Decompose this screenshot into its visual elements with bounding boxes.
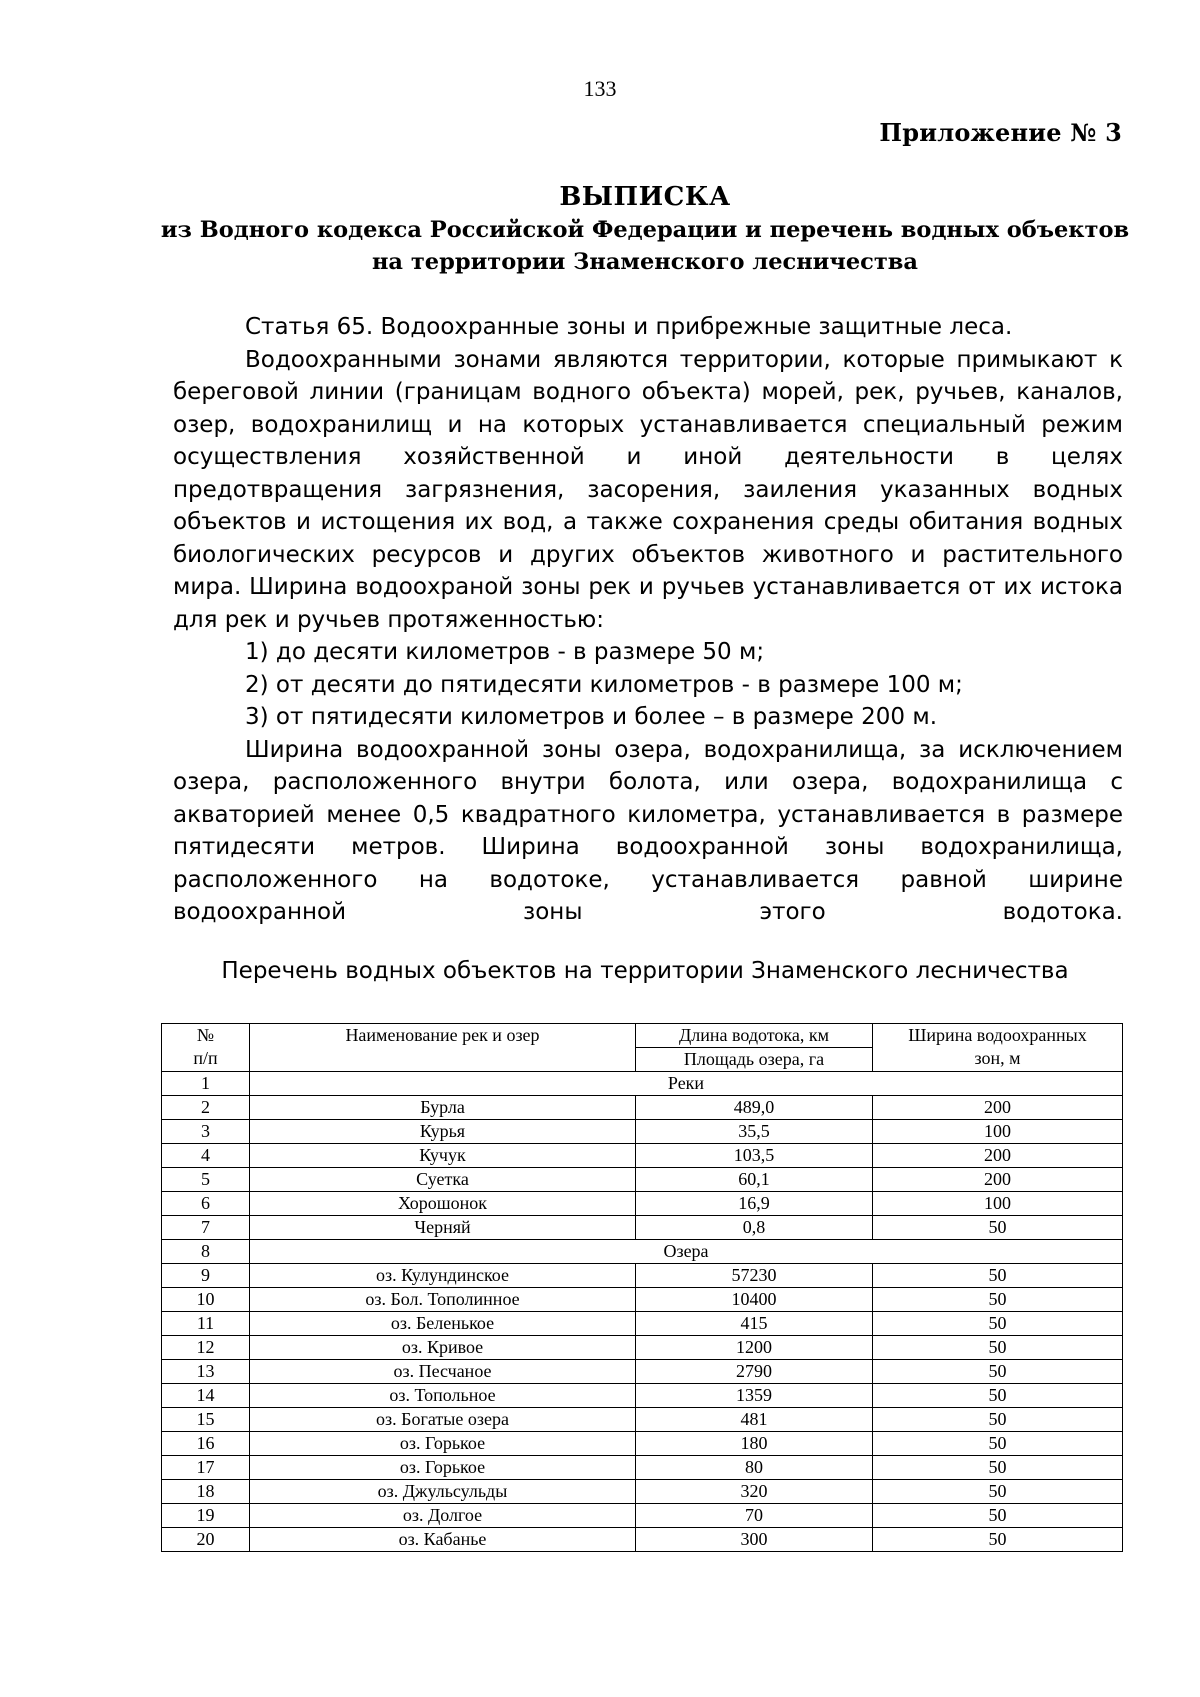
table-row: [162, 1336, 1123, 1360]
length-area-cell: 60,1: [636, 1168, 873, 1192]
length-area-cell: 10400: [636, 1288, 873, 1312]
appendix-label: Приложение № 3: [879, 118, 1122, 147]
row-number-cell: 11: [162, 1312, 250, 1336]
zone-width-cell: 50: [873, 1312, 1123, 1336]
header-length: Длина водотока, км: [636, 1024, 873, 1048]
title-line-2: из Водного кодекса Российской Федерации и перечень водных объектов: [160, 217, 1130, 243]
zone-width-cell: 50: [873, 1288, 1123, 1312]
zone-width-cell: 50: [873, 1528, 1123, 1552]
zone-width-cell: 50: [873, 1504, 1123, 1528]
row-number-cell: 15: [162, 1408, 250, 1432]
section-title-cell: Озера: [250, 1240, 1123, 1264]
row-number-cell: 10: [162, 1288, 250, 1312]
document-title: [150, 180, 1140, 278]
zone-width-cell: 50: [873, 1408, 1123, 1432]
row-number-cell: 8: [162, 1240, 250, 1264]
length-area-cell: 481: [636, 1408, 873, 1432]
row-number-cell: 6: [162, 1192, 250, 1216]
zone-width-cell: 200: [873, 1144, 1123, 1168]
object-name-cell: оз. Кривое: [250, 1336, 636, 1360]
object-name-cell: оз. Беленькое: [250, 1312, 636, 1336]
length-area-cell: 300: [636, 1528, 873, 1552]
table-row: [162, 1456, 1123, 1480]
object-name-cell: Черняй: [250, 1216, 636, 1240]
title-main: ВЫПИСКА: [559, 182, 731, 212]
object-name-cell: оз. Песчаное: [250, 1360, 636, 1384]
row-number-cell: 13: [162, 1360, 250, 1384]
row-number-cell: 3: [162, 1120, 250, 1144]
length-area-cell: 415: [636, 1312, 873, 1336]
row-number-cell: 18: [162, 1480, 250, 1504]
object-name-cell: Суетка: [250, 1168, 636, 1192]
table-caption: Перечень водных объектов на территории Знаменского лесничества: [221, 958, 1069, 984]
length-area-cell: 489,0: [636, 1096, 873, 1120]
zone-width-cell: 50: [873, 1264, 1123, 1288]
row-number-cell: 16: [162, 1432, 250, 1456]
row-number-cell: 12: [162, 1336, 250, 1360]
zone-width-cell: 50: [873, 1216, 1123, 1240]
header-number: [162, 1024, 250, 1072]
object-name-cell: оз. Горькое: [250, 1456, 636, 1480]
table-row: [162, 1216, 1123, 1240]
table-row: [162, 1168, 1123, 1192]
object-name-cell: оз. Бол. Тополинное: [250, 1288, 636, 1312]
object-name-cell: оз. Кулундинское: [250, 1264, 636, 1288]
table-row: [162, 1288, 1123, 1312]
table-row: [162, 1192, 1123, 1216]
table-row: [162, 1096, 1123, 1120]
length-area-cell: 0,8: [636, 1216, 873, 1240]
article-heading: Статья 65. Водоохранные зоны и прибрежные защитные леса.: [245, 314, 1013, 340]
table-row: [162, 1528, 1123, 1552]
row-number-cell: 19: [162, 1504, 250, 1528]
table-row: [162, 1384, 1123, 1408]
header-area: Площадь озера, га: [636, 1048, 873, 1072]
table-row: [162, 1432, 1123, 1456]
object-name-cell: Курья: [250, 1120, 636, 1144]
title-line-3: на территории Знаменского лесничества: [371, 249, 919, 275]
zone-width-cell: 50: [873, 1432, 1123, 1456]
zone-width-cell: 200: [873, 1168, 1123, 1192]
zone-width-cell: 100: [873, 1120, 1123, 1144]
length-area-cell: 80: [636, 1456, 873, 1480]
row-number-cell: 14: [162, 1384, 250, 1408]
row-number-cell: 17: [162, 1456, 250, 1480]
length-area-cell: 1200: [636, 1336, 873, 1360]
length-area-cell: 2790: [636, 1360, 873, 1384]
row-number-cell: 9: [162, 1264, 250, 1288]
length-area-cell: 57230: [636, 1264, 873, 1288]
zone-width-cell: 50: [873, 1336, 1123, 1360]
table-section-row: [162, 1072, 1123, 1096]
object-name-cell: Кучук: [250, 1144, 636, 1168]
object-name-cell: оз. Топольное: [250, 1384, 636, 1408]
row-number-cell: 1: [162, 1072, 250, 1096]
length-area-cell: 320: [636, 1480, 873, 1504]
zone-width-cell: 50: [873, 1456, 1123, 1480]
object-name-cell: оз. Кабанье: [250, 1528, 636, 1552]
list-item-1: 1) до десяти километров - в размере 50 м;: [245, 639, 765, 665]
list-item-2: 2) от десяти до пятидесяти километров - в размере 100 м;: [245, 671, 963, 698]
article-paragraph-1: Водоохранными зонами являются территории, которые примыкают к береговой линии (границам водного объекта) морей, рек, ручьев, каналов, озер, водохранилищ и на которых устанавливается специальный режим осуществления хозяйственной и иной деятельности в целях предотвращения загрязнения, засорения, заиления указанных водных объектов и истощения их вод, а также сохранения среды обитания водных биологических ресурсов и других объектов животного и растительного мира. Ширина водоохраной зоны рек и ручьев устанавливается от их истока для рек и ручьев протяженностью:: [173, 346, 1123, 633]
header-number-bottom: п/п: [193, 1048, 218, 1068]
table-section-row: [162, 1240, 1123, 1264]
header-width: [873, 1024, 1123, 1072]
article-paragraph-2: Ширина водоохранной зоны озера, водохранилища, за исключением озера, расположенного внутри болота, или озера, водохранилища с акваторией менее 0,5 квадратного километра, устанавливается в размере пятидесяти метров. Ширина водоохранной зоны водохранилища, расположенного на водотоке, устанавливается равной ширине водоохранной зоны этого водотока.: [173, 736, 1123, 925]
object-name-cell: оз. Богатые озера: [250, 1408, 636, 1432]
table-row: [162, 1120, 1123, 1144]
zone-width-cell: 50: [873, 1384, 1123, 1408]
length-area-cell: 35,5: [636, 1120, 873, 1144]
table-body: [162, 1072, 1123, 1552]
table-row: [162, 1504, 1123, 1528]
header-width-bottom: зон, м: [974, 1048, 1021, 1068]
table-row: [162, 1480, 1123, 1504]
object-name-cell: Бурла: [250, 1096, 636, 1120]
row-number-cell: 4: [162, 1144, 250, 1168]
table-row: [162, 1408, 1123, 1432]
object-name-cell: оз. Джульсульды: [250, 1480, 636, 1504]
object-name-cell: Хорошонок: [250, 1192, 636, 1216]
table-row: [162, 1312, 1123, 1336]
table-row: [162, 1264, 1123, 1288]
length-area-cell: 180: [636, 1432, 873, 1456]
row-number-cell: 20: [162, 1528, 250, 1552]
water-objects-table: [161, 1023, 1123, 1552]
header-width-top: Ширина водоохранных: [908, 1025, 1087, 1045]
length-area-cell: 16,9: [636, 1192, 873, 1216]
object-name-cell: оз. Долгое: [250, 1504, 636, 1528]
row-number-cell: 7: [162, 1216, 250, 1240]
page-number: 133: [583, 76, 617, 101]
row-number-cell: 2: [162, 1096, 250, 1120]
table-row: [162, 1144, 1123, 1168]
row-number-cell: 5: [162, 1168, 250, 1192]
zone-width-cell: 50: [873, 1480, 1123, 1504]
zone-width-cell: 50: [873, 1360, 1123, 1384]
list-item-3: 3) от пятидесяти километров и более – в размере 200 м.: [245, 704, 938, 730]
header-number-top: №: [196, 1025, 215, 1045]
article-text: [173, 311, 1123, 929]
section-title-cell: Реки: [250, 1072, 1123, 1096]
length-area-cell: 1359: [636, 1384, 873, 1408]
header-name: Наименование рек и озер: [250, 1024, 636, 1072]
table-row: [162, 1360, 1123, 1384]
zone-width-cell: 100: [873, 1192, 1123, 1216]
zone-width-cell: 200: [873, 1096, 1123, 1120]
length-area-cell: 103,5: [636, 1144, 873, 1168]
object-name-cell: оз. Горькое: [250, 1432, 636, 1456]
length-area-cell: 70: [636, 1504, 873, 1528]
